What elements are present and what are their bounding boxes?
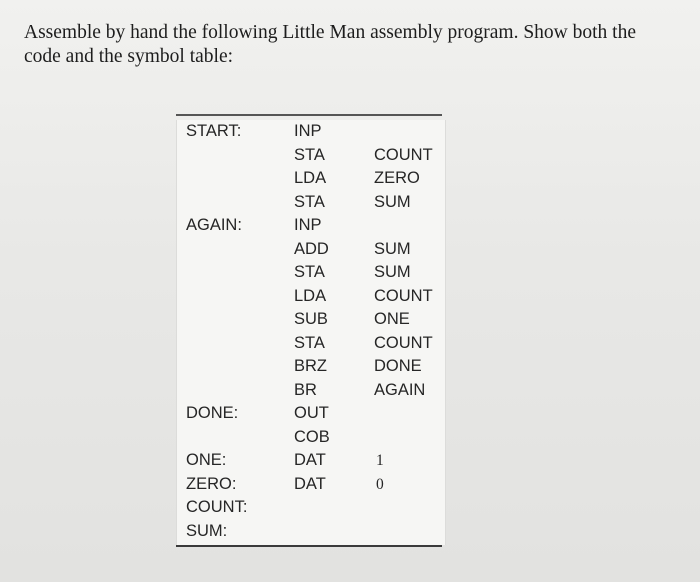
row-opcode: STA: [294, 333, 325, 352]
table-row: [177, 473, 445, 497]
table-row: [177, 261, 445, 285]
table-row: [177, 496, 445, 520]
row-opcode: COB: [294, 427, 330, 446]
table-row: [177, 520, 445, 544]
table-row: [177, 214, 445, 238]
row-opcode: STA: [294, 145, 325, 164]
table-row: [177, 238, 445, 262]
table-row: [177, 144, 445, 168]
row-operand: ONE: [374, 310, 410, 328]
row-operand: SUM: [374, 239, 411, 258]
row-opcode: LDA: [294, 286, 327, 305]
table-row: [177, 191, 445, 215]
row-operand: DONE: [374, 357, 422, 375]
row-opcode: STA: [294, 192, 325, 211]
row-opcode: SUB: [294, 310, 328, 328]
row-operand: 0: [376, 475, 384, 493]
row-opcode: INP: [294, 122, 322, 140]
row-operand: SUM: [374, 192, 411, 211]
table-row: [177, 308, 445, 332]
row-opcode: LDA: [294, 169, 327, 187]
row-operand: AGAIN: [374, 380, 426, 399]
table-row: [177, 426, 445, 450]
row-operand: SUM: [374, 263, 411, 281]
table-row: [177, 285, 445, 309]
row-label: COUNT:: [186, 498, 248, 516]
table-row: [177, 332, 445, 356]
row-operand: COUNT: [374, 145, 433, 164]
row-opcode: BR: [294, 380, 317, 399]
row-label: START:: [186, 122, 242, 140]
row-label: AGAIN:: [186, 216, 242, 234]
row-operand: ZERO: [374, 169, 420, 187]
table-row: [177, 167, 445, 191]
row-opcode: ADD: [294, 239, 329, 258]
row-label: SUM:: [186, 521, 228, 540]
table-top-rule: [176, 114, 442, 116]
program-table: [176, 120, 446, 545]
row-operand: COUNT: [374, 333, 433, 352]
table-row: [177, 449, 445, 473]
row-label: ONE:: [186, 451, 227, 469]
row-label: DONE:: [186, 404, 239, 422]
row-opcode: STA: [294, 263, 325, 281]
row-operand: 1: [376, 452, 384, 469]
table-row: [177, 355, 445, 379]
row-opcode: OUT: [294, 404, 329, 422]
table-bottom-rule: [176, 545, 442, 547]
table-row: [177, 402, 445, 426]
row-opcode: DAT: [294, 451, 326, 469]
row-opcode: INP: [294, 216, 322, 234]
question-line-1: Assemble by hand the following Little Man assembly program. Show both the: [24, 22, 636, 43]
question-text: [24, 21, 692, 69]
row-opcode: DAT: [294, 474, 326, 493]
question-line-2: code and the symbol table:: [24, 46, 234, 67]
row-opcode: BRZ: [294, 357, 327, 375]
row-operand: COUNT: [374, 286, 433, 305]
row-label: ZERO:: [186, 474, 237, 493]
table-row: [177, 120, 445, 144]
table-row: [177, 379, 445, 403]
